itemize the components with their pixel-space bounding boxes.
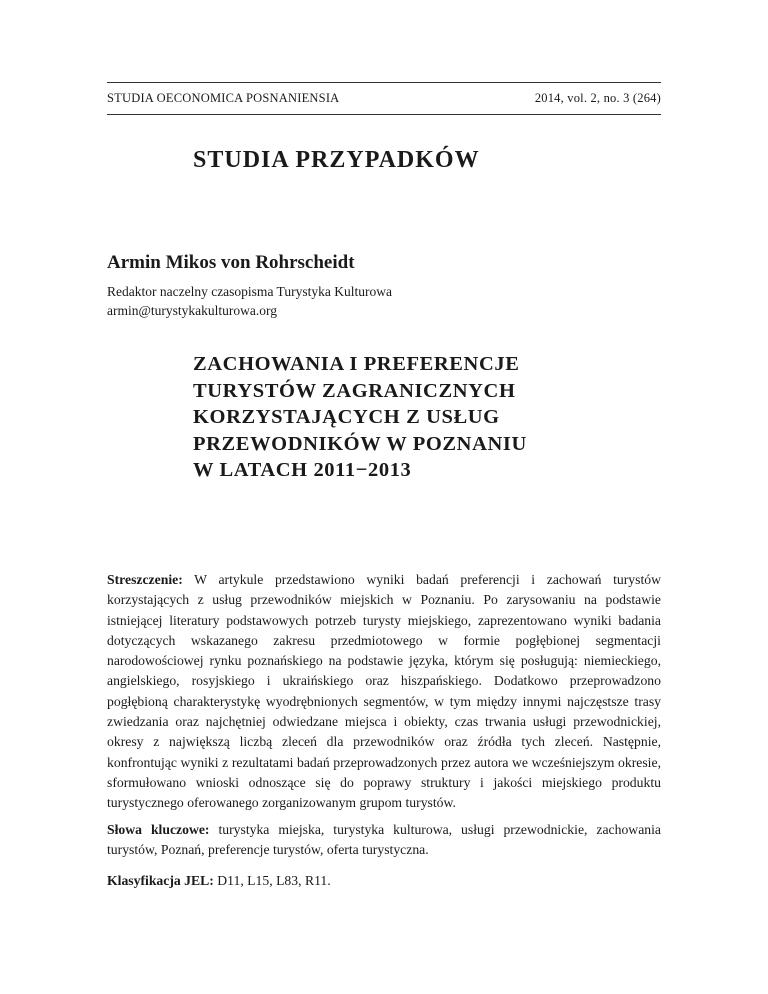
journal-name: STUDIA OECONOMICA POSNANIENSIA [107, 91, 340, 105]
article-title-line: PRZEWODNIKÓW W POZNANIU [193, 432, 527, 455]
article-title-line: ZACHOWANIA I PREFERENCJE [193, 353, 520, 375]
abstract-text: W artykule przedstawiono wyniki badań preferencji i zachowań turystów korzystających z usług przewodników miejskich w Poznaniu. Po zarysowaniu na podstawie istniejącej literatury podstawowych potrzeb turysty miejskiego, zaprezentowano wyniki badania dotyczących wskazanego zakresu przedmiotowego w formie pogłębionej segmentacji narodowościowej rynku poznańskiego na podstawie języka, którym się posługują: niemieckiego, angielskiego, rosyjskiego i ukraińskiego oraz hiszpańskiego. Dodatkowo przeprowadzono pogłębioną charakterystykę wyodrębnionych segmentów, w tym między innymi najczęstsze trasy zwiedzania oraz najchętniej odwiedzane miejsca i obiekty, czas trwania usługi przewodnickiej, okresy z największą liczbą zleceń dla przewodników oraz źródła tych zleceń. Następnie, konfrontując wyniki z rezultatami badań przeprowadzonych przez autora we wcześniejszym okresie, sformułowano wnioski odnoszące się do poprawy struktury i jakości miejskiego produktu turystycznego oferowanego zorganizowanym grupom turystów. [107, 572, 662, 811]
running-header [107, 82, 661, 115]
abstract-label: Streszczenie: [107, 572, 183, 587]
jel-codes: D11, L15, L83, R11. [217, 873, 331, 888]
keywords-label: Słowa kluczowe: [107, 822, 210, 837]
jel-classification [107, 871, 331, 891]
article-title-line: KORZYSTAJĄCYCH Z USŁUG [193, 406, 500, 428]
article-title-line: W LATACH 2011−2013 [193, 459, 412, 481]
keywords-text: turystyka miejska, turystyka kulturowa, usługi przewodnickie, zachowania turystów, Poznań, preferencje turystów, oferta turystyczna. [107, 822, 661, 858]
abstract [107, 570, 661, 814]
article-title-line: TURYSTÓW ZAGRANICZNYCH [193, 379, 516, 402]
author-name: Armin Mikos von Rohrscheidt [107, 252, 355, 273]
issue-info: 2014, vol. 2, no. 3 (264) [534, 91, 661, 105]
author-email: armin@turystykakulturowa.org [107, 303, 278, 318]
article-title [193, 351, 633, 484]
jel-label: Klasyfikacja JEL: [107, 873, 214, 888]
section-title: STUDIA PRZYPADKÓW [193, 147, 480, 173]
keywords [107, 820, 661, 861]
author-affiliation: Redaktor naczelny czasopisma Turystyka Kulturowa [107, 284, 392, 299]
author-affiliation-block [107, 282, 392, 320]
